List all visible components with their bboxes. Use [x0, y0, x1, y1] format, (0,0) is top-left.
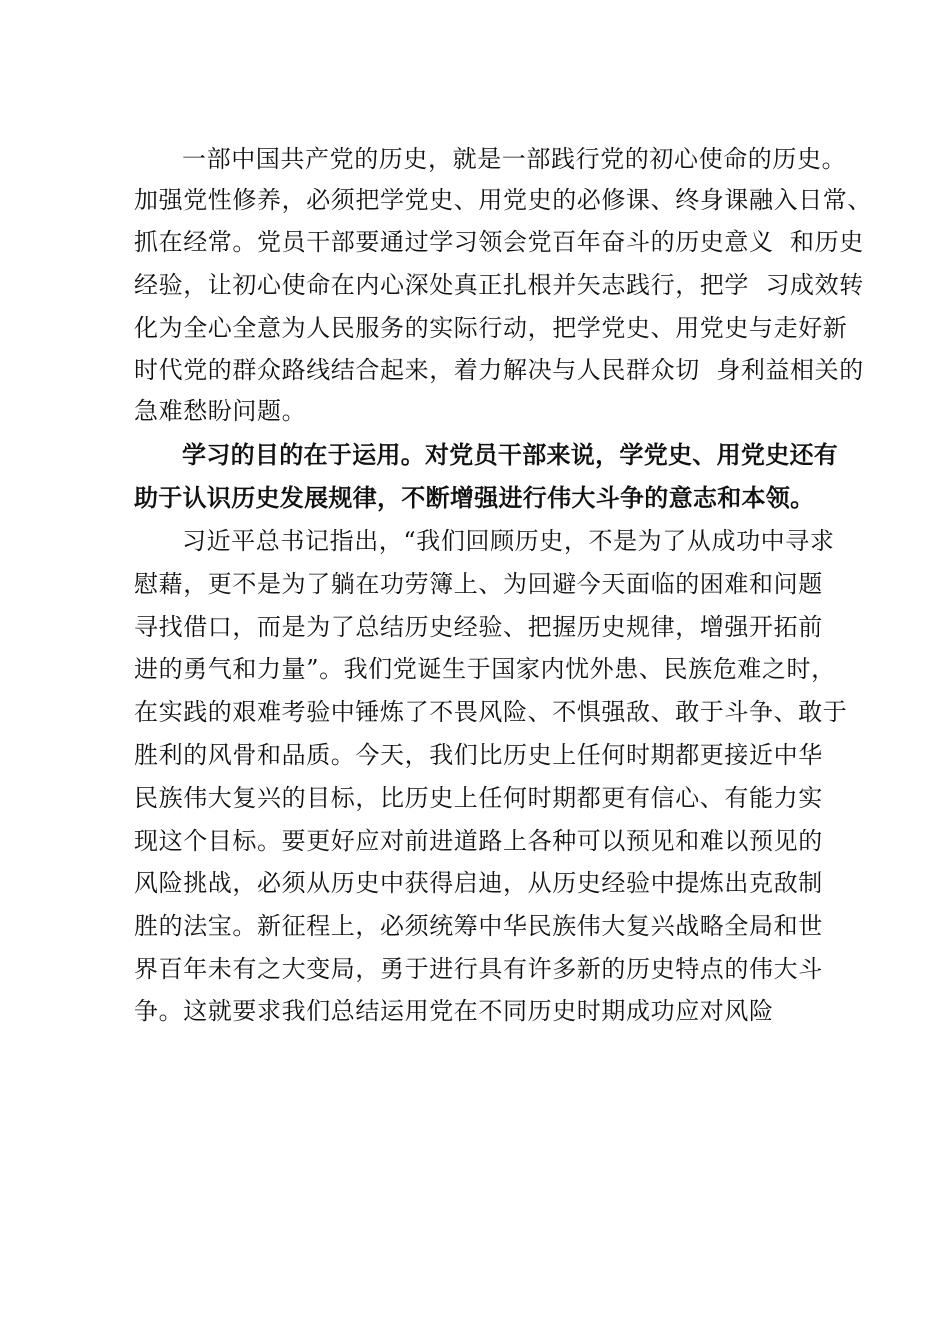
- paragraph-2-line-2: 助于认识历史发展规律，不断增强进行伟大斗争的意志和本领。: [134, 484, 815, 512]
- paragraph-3-line-2: 慰藉，更不是为了躺在功劳簿上、为回避今天面临的困难和问题: [134, 570, 823, 598]
- paragraph-3-line-10: 胜的法宝。新征程上，必须统筹中华民族伟大复兴战略全局和世: [134, 912, 823, 940]
- paragraph-3-line-1: 习近平总书记指出，“我们回顾历史，不是为了从成功中寻求: [182, 527, 835, 555]
- paragraph-3-line-8: 现这个目标。要更好应对前进道路上各种可以预见和难以预见的: [134, 827, 823, 855]
- paragraph-3-line-7: 民族伟大复兴的目标，比历史上任何时期都更有信心、有能力实: [134, 784, 823, 812]
- paragraph-3-line-3: 寻找借口，而是为了总结历史经验、把握历史规律，增强开拓前: [134, 613, 823, 641]
- paragraph-1-line-1: 一部中国共产党的历史，就是一部践行党的初心使命的历史。: [182, 145, 847, 173]
- paragraph-3-line-6: 胜利的风骨和品质。今天，我们比历史上任何时期都更接近中华: [134, 741, 823, 769]
- paragraph-3-line-12: 争。这就要求我们总结运用党在不同历史时期成功应对风险: [134, 997, 774, 1025]
- paragraph-1-line-4: 经验，让初心使命在内心深处真正扎根并矢志践行，把学 习成效转: [134, 271, 864, 299]
- paragraph-1-line-3: 抓在经常。党员干部要通过学习领会党百年奋斗的历史意义 和历史: [134, 228, 864, 256]
- paragraph-3-line-4: 进的勇气和力量”。我们党诞生于国家内忧外患、民族危难之时，: [134, 655, 836, 683]
- paragraph-3-line-11: 界百年未有之大变局，勇于进行具有许多新的历史特点的伟大斗: [134, 955, 823, 983]
- paragraph-1-line-7: 急难愁盼问题。: [134, 397, 307, 425]
- paragraph-2-line-1: 学习的目的在于运用。对党员干部来说，学党史、用党史还有: [182, 441, 839, 469]
- paragraph-3-line-9: 风险挑战，必须从历史中获得启迪，从历史经验中提炼出克敌制: [134, 869, 823, 897]
- paragraph-3-line-5: 在实践的艰难考验中锤炼了不畏风险、不惧强敌、敢于斗争、敢于: [134, 698, 848, 726]
- paragraph-1-line-2: 加强党性修养，必须把学党史、用党史的必修课、终身课融入日常、: [134, 186, 872, 214]
- paragraph-1-line-6: 时代党的群众路线结合起来，着力解决与人民群众切 身利益相关的: [134, 356, 864, 384]
- paragraph-1-line-5: 化为全心全意为人民服务的实际行动，把学党史、用党史与走好新: [134, 314, 848, 342]
